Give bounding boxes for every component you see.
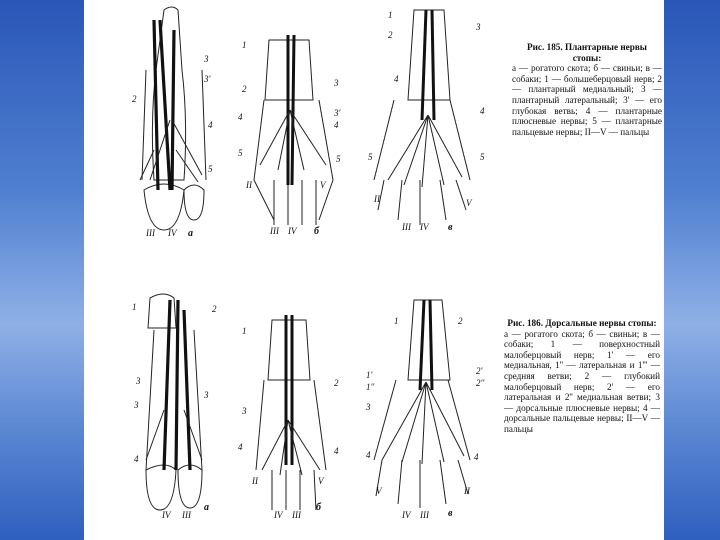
svg-text:2: 2 (132, 94, 137, 104)
svg-text:3: 3 (366, 402, 371, 412)
svg-text:2': 2' (476, 366, 483, 376)
svg-text:4: 4 (208, 120, 213, 130)
svg-text:в: в (448, 508, 453, 519)
svg-text:II: II (246, 180, 252, 190)
svg-text:IV: IV (402, 510, 411, 520)
svg-text:5: 5 (238, 148, 243, 158)
svg-text:5: 5 (480, 152, 485, 162)
svg-text:II: II (464, 486, 470, 496)
svg-text:3: 3 (136, 376, 141, 386)
fig186-panel-a (146, 294, 202, 510)
fig186-panel-b (256, 315, 326, 510)
svg-text:1: 1 (242, 40, 247, 50)
svg-text:IV: IV (274, 510, 283, 520)
svg-text:IV: IV (162, 510, 171, 520)
svg-text:3: 3 (204, 390, 209, 400)
right-backdrop (664, 0, 720, 540)
fig185-panel-a (140, 7, 206, 230)
svg-text:III: III (402, 222, 411, 232)
svg-text:5: 5 (336, 154, 341, 164)
svg-text:4: 4 (334, 446, 339, 456)
svg-text:2: 2 (458, 316, 463, 326)
svg-text:5: 5 (208, 164, 213, 174)
fig186-drawing (84, 290, 504, 530)
svg-text:б: б (316, 502, 321, 513)
fig186-caption (504, 318, 660, 435)
svg-text:IV: IV (288, 226, 297, 236)
svg-text:III: III (270, 226, 279, 236)
svg-text:4: 4 (238, 442, 243, 452)
svg-text:4: 4 (394, 74, 399, 84)
svg-text:3: 3 (134, 400, 139, 410)
svg-text:1: 1 (132, 302, 137, 312)
svg-text:3': 3' (334, 108, 341, 118)
svg-text:3: 3 (242, 406, 247, 416)
svg-text:III: III (420, 510, 429, 520)
fig185-caption-body: а — рогатого скота; б — свиньи; в — собаки; 1 — большеберцовый нерв; 2 — плантарный медиальный; 3 — плантарный латеральный; 3' — его глубокая ветвь; 4 — плантарные плюсневые нервы; 5 — плантарные пальцевые нервы; II—V — пальцы (512, 63, 662, 137)
svg-text:2: 2 (242, 84, 247, 94)
svg-text:4: 4 (480, 106, 485, 116)
svg-text:V: V (318, 476, 324, 486)
svg-text:4: 4 (238, 112, 243, 122)
svg-text:III: III (146, 228, 155, 238)
svg-text:1: 1 (388, 10, 393, 20)
svg-text:III: III (292, 510, 301, 520)
svg-text:II: II (252, 476, 258, 486)
svg-text:1: 1 (242, 326, 247, 336)
svg-text:1: 1 (394, 316, 399, 326)
fig185-panel-b (254, 35, 333, 225)
svg-text:2: 2 (388, 30, 393, 40)
left-backdrop (0, 0, 84, 540)
svg-text:II: II (374, 194, 380, 204)
svg-text:V: V (376, 486, 382, 496)
svg-text:V: V (466, 198, 472, 208)
svg-text:3: 3 (204, 54, 209, 64)
fig185-caption (512, 42, 662, 137)
fig186-panel-c (374, 300, 470, 508)
fig185-drawing (84, 0, 504, 260)
fig186-caption-body: а — рогатого скота; б — свиньи; в — собаки; 1 — поверхностный малоберцовый нерв; 1' — его медиальная, 1'' — латеральная и 1''' — средняя ветви; 2 — глубокий малоберцовый нерв; 2' — его латеральная и 2'' медиальная ветви; 3 — дорсальные плюсневые нервы; 4 — дорсальные пальцевые нервы; II—V — пальцы (504, 328, 660, 434)
svg-text:4: 4 (366, 450, 371, 460)
svg-text:2: 2 (334, 378, 339, 388)
svg-text:4: 4 (334, 120, 339, 130)
svg-text:4: 4 (474, 452, 479, 462)
svg-text:1'': 1'' (366, 382, 375, 392)
svg-text:3: 3 (476, 22, 481, 32)
svg-text:III: III (182, 510, 191, 520)
svg-text:в: в (448, 222, 453, 233)
svg-text:5: 5 (368, 152, 373, 162)
fig185-caption-title: Рис. 185. Плантарные нервы стопы: (527, 42, 647, 63)
svg-text:4: 4 (134, 454, 139, 464)
fig185-panel-c (374, 10, 470, 225)
svg-text:IV: IV (420, 222, 429, 232)
svg-text:1': 1' (366, 370, 373, 380)
figure-sheet (84, 0, 664, 540)
svg-text:б: б (314, 226, 319, 237)
svg-text:3': 3' (204, 74, 211, 84)
svg-text:а: а (204, 502, 209, 513)
svg-text:а: а (188, 228, 193, 239)
svg-text:2'': 2'' (476, 378, 485, 388)
fig186-caption-title: Рис. 186. Дорсальные нервы стопы: (507, 318, 657, 328)
svg-text:V: V (320, 180, 326, 190)
svg-text:IV: IV (168, 228, 177, 238)
svg-text:2: 2 (212, 304, 217, 314)
svg-text:3: 3 (334, 78, 339, 88)
